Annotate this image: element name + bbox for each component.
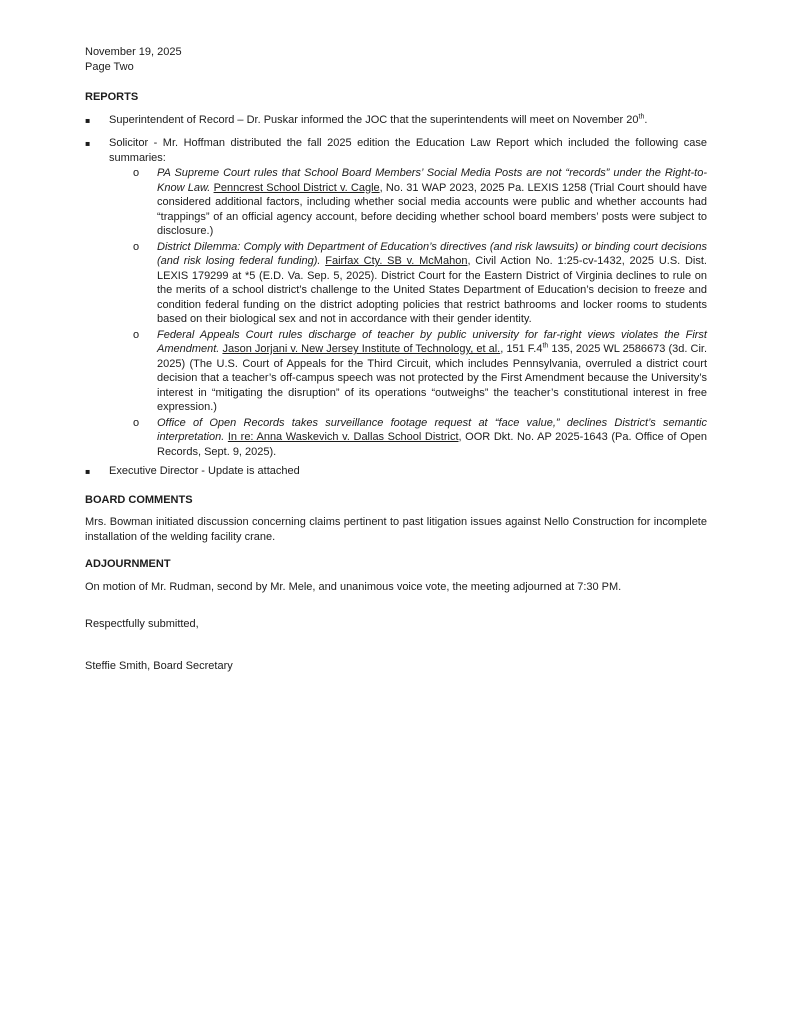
case-item-waskevich <box>85 416 707 460</box>
square-bullet-icon: ▪ <box>85 467 91 476</box>
adjournment-heading: ADJOURNMENT <box>85 558 171 570</box>
case-item-fairfax <box>85 240 707 327</box>
square-bullet-marker <box>85 136 109 165</box>
circle-bullet-marker: o <box>133 240 140 253</box>
circle-bullet-marker: o <box>133 416 140 429</box>
bullet-item-solicitor <box>85 136 707 165</box>
board-comments-heading: BOARD COMMENTS <box>85 493 193 506</box>
case-text: Federal Appeals Court rules discharge of teacher by public university for far-right views violates the First Amendment. Jason Jorjani v. New Jersey Institute of Technology, et al., 151 F.4th 135, 2025 WL 2586673 (3d. Cir. 2025) (The U.S. Court of Appeals for the Third Circuit, which includes Pennsylvania, overruled a district court decision that a teacher’s off-campus speech was not protected by the First Amendment because the University’s interest in “mitigating the disruption” of its operations “outweighs” the teacher’s constitutional interest in free expression.) <box>157 328 707 413</box>
closing-salutation: Respectfully submitted, <box>85 618 199 630</box>
square-bullet-icon: ▪ <box>85 115 91 125</box>
square-bullet-marker <box>85 113 109 129</box>
case-summary-lead: PA Supreme Court rules that School Board Members’ Social Media Posts are not “records” under the Right-to-Know Law. <box>157 167 707 194</box>
reports-heading: REPORTS <box>85 91 139 103</box>
case-text: District Dilemma: Comply with Department of Education’s directives (and risk lawsuits) or binding court decisions (and risk losing federal funding). Fairfax Cty. SB v. McMahon, Civil Action No. 1:25-cv-1432, 2025 U.S. Dist. LEXIS 179299 at *5 (E.D. Va. Sep. 5, 2025). District Court for the Eastern District of Virginia declines to rule on the merits of a school district’s challenge to the United States Department of Education’s decision to freeze and condition federal funding on the district adopting policies that restrict bathrooms and locker rooms to students based on their biological sex and not in accordance with their gender identity. <box>157 240 707 325</box>
bullet-item-superintendent <box>85 113 707 129</box>
adjournment-paragraph: On motion of Mr. Rudman, second by Mr. Mele, and unanimous voice vote, the meeting adjourned at 7:30 PM. <box>85 580 622 593</box>
circle-bullet-marker: o <box>133 167 140 179</box>
square-bullet-marker <box>85 464 109 480</box>
case-item-penncrest <box>85 166 707 239</box>
case-text: PA Supreme Court rules that School Board Members’ Social Media Posts are not “records” under the Right-to-Know Law. Penncrest School District v. Cagle, No. 31 WAP 2023, 2025 Pa. LEXIS 1258 (Trial Court should have considered additional factors, including whether social media accounts were public and whether accounts had “trappings” of an official agency account, before deciding whether school board members’ posts were subject to disclosure.) <box>157 167 707 237</box>
ordinal-superscript: th <box>638 112 645 120</box>
case-citation-name: Jason Jorjani v. New Jersey Institute of Technology, et al. <box>222 343 501 355</box>
case-summary-lead: District Dilemma: Comply with Department of Education’s directives (and risk lawsuits) or binding court decisions (and risk losing federal funding). <box>157 240 707 267</box>
case-summaries-list <box>85 166 707 459</box>
case-item-jorjani <box>85 328 707 415</box>
case-citation-name: Penncrest School District v. Cagle <box>213 181 380 194</box>
document-header <box>85 45 707 74</box>
board-comments-paragraph: Mrs. Bowman initiated discussion concerning claims pertinent to past litigation issues against Nello Construction for incomplete installation of the welding facility crane. <box>85 516 707 543</box>
header-page-number: Page Two <box>85 60 134 73</box>
header-date: November 19, 2025 <box>85 46 182 58</box>
solicitor-text: Solicitor - Mr. Hoffman distributed the fall 2025 edition the Education Law Report which included the following case summaries: <box>109 137 707 164</box>
closing-signature: Steffie Smith, Board Secretary <box>85 659 233 672</box>
case-citation-name: In re: Anna Waskevich v. Dallas School District <box>227 431 459 443</box>
circle-bullet-marker: o <box>133 328 140 341</box>
superintendent-text: Superintendent of Record – Dr. Puskar informed the JOC that the superintendents will meet on November 20th. <box>109 112 648 126</box>
square-bullet-icon: ▪ <box>85 139 91 148</box>
case-summary-lead: Federal Appeals Court rules discharge of teacher by public university for far-right views violates the First Amendment. <box>157 328 707 355</box>
bullet-item-executive-director <box>85 464 707 480</box>
case-summary-lead: Office of Open Records takes surveillance footage request at “face value,” declines District’s semantic interpretation. <box>157 416 707 443</box>
executive-director-text: Executive Director - Update is attached <box>109 465 300 477</box>
case-citation-name: Fairfax Cty. SB v. McMahon <box>325 255 468 267</box>
ordinal-superscript: th <box>542 342 549 350</box>
case-text: Office of Open Records takes surveillance footage request at “face value,” declines District’s semantic interpretation. In re: Anna Waskevich v. Dallas School District, OOR Dkt. No. AP 2025-1643 (Pa. Office of Open Records, Sept. 9, 2025). <box>157 416 707 458</box>
